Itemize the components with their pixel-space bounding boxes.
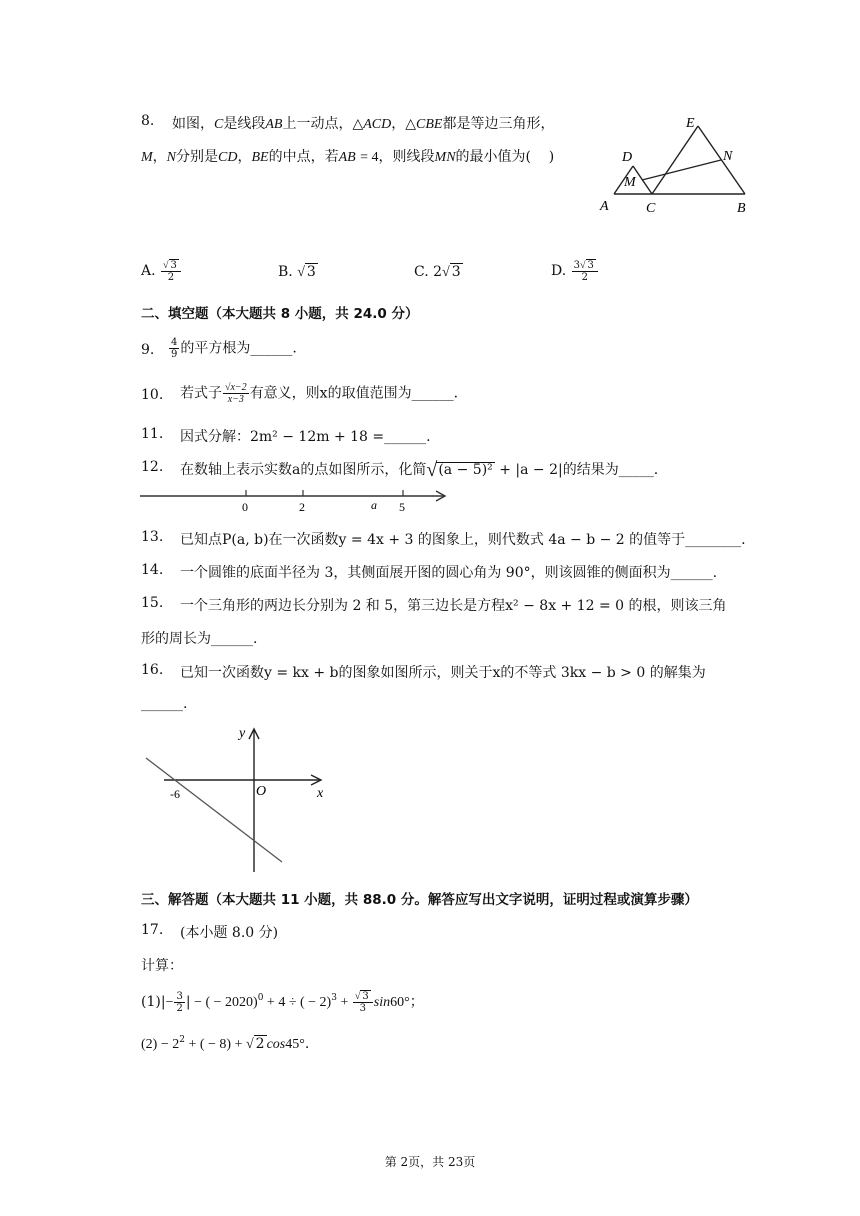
q12-number: 12. (141, 459, 164, 475)
q8-number: 8. (141, 113, 155, 129)
fig-label-M: M (624, 175, 636, 190)
q8-line2: M，N分别是CD，BE的中点，若AB = 4，则线段MN的最小值为( ) (141, 149, 555, 165)
q17-part1: (1)|− $\frac{3}{2}$ | − ( − 2020)$^0$ + 4 ÷ ( − 2)$^3$ + $\frac{√ 3}{3}$ sin60°； (141, 990, 424, 1014)
q9-number: 9. (141, 342, 155, 358)
q16-line2: ______. (141, 696, 188, 712)
q17-instruction: 计算： (141, 958, 183, 974)
fig-label-N: N (723, 149, 733, 164)
q8-option-a[interactable]: A. $\frac{√ 3}{2}$ (141, 259, 182, 283)
page-footer: 第 2页，共 23页 (384, 1155, 476, 1169)
q17-points: (本小题 8.0 分) (180, 925, 279, 941)
q16-line1: 已知一次函数y = kx + b的图象如图所示，则关于x的不等式 3kx − b > 0 的解集为 (180, 665, 706, 681)
fig-label-D: D (622, 150, 633, 165)
fig-label-B: B (737, 201, 746, 216)
q8-option-b[interactable]: B. √ 3 (278, 264, 316, 280)
axis-label-a: a (371, 498, 377, 512)
fig-label-C: C (646, 201, 656, 216)
q8-triangle-figure (592, 108, 762, 218)
q17-part2: $(2) - 2^2$ + ( − 8) + √ 2 cos45°. (141, 1035, 310, 1052)
axis-label-2: 2 (299, 500, 305, 514)
q17-number: 17. (141, 922, 164, 938)
q10-text: 若式子 $\frac{√x-2}{x-3}$ 有意义，则x的取值范围为______. (180, 382, 459, 405)
q13-text: 已知点P(a, b)在一次函数y = 4x + 3 的图象上，则代数式 4a − b − 2 的值等于________. (180, 532, 746, 548)
axis-label-5: 5 (399, 500, 405, 514)
q15-number: 15. (141, 595, 164, 611)
graph-label-y: y (239, 726, 246, 741)
q15-line1: 一个三角形的两边长分别为 2 和 5，第三边长是方程x² − 8x + 12 = 0 的根，则该三角 (180, 598, 727, 614)
graph-label-x: x (317, 786, 324, 801)
graph-label-intercept: -6 (170, 787, 180, 801)
q16-linear-graph (140, 722, 340, 877)
q16-number: 16. (141, 662, 164, 678)
q11-number: 11. (141, 426, 164, 442)
axis-label-0: 0 (242, 500, 248, 514)
section2-title: 二、填空题（本大题共 8 小题，共 24.0 分） (141, 306, 419, 322)
q13-number: 13. (141, 529, 164, 545)
q15-line2: 形的周长为______. (141, 631, 258, 647)
q14-number: 14. (141, 562, 164, 578)
q8-option-c[interactable]: C. 2√ 3 (414, 264, 461, 280)
q9-text: $\frac{4}{9}$ 的平方根为______. (171, 337, 297, 360)
q14-text: 一个圆锥的底面半径为 3，其侧面展开图的圆心角为 90°，则该圆锥的侧面积为______. (180, 565, 718, 581)
q8-option-d[interactable]: D. $\frac{3√ 3}{2}$ (551, 259, 599, 283)
q12-text: 在数轴上表示实数a的点如图所示，化简√(a − 5)² + |a − 2|的结果为_____. (180, 459, 659, 481)
fig-label-E: E (686, 116, 695, 131)
q12-number-line (140, 484, 460, 514)
fig-label-A: A (600, 199, 609, 214)
section3-title: 三、解答题（本大题共 11 小题，共 88.0 分。解答应写出文字说明，证明过程或演算步骤） (141, 892, 698, 908)
graph-label-origin: O (256, 784, 267, 799)
q10-number: 10. (141, 387, 164, 403)
q8-line1: 如图，C是线段AB上一动点，△ACD，△CBE都是等边三角形， (172, 116, 555, 132)
q11-text: 因式分解：2m² − 12m + 18 =______. (180, 429, 431, 445)
